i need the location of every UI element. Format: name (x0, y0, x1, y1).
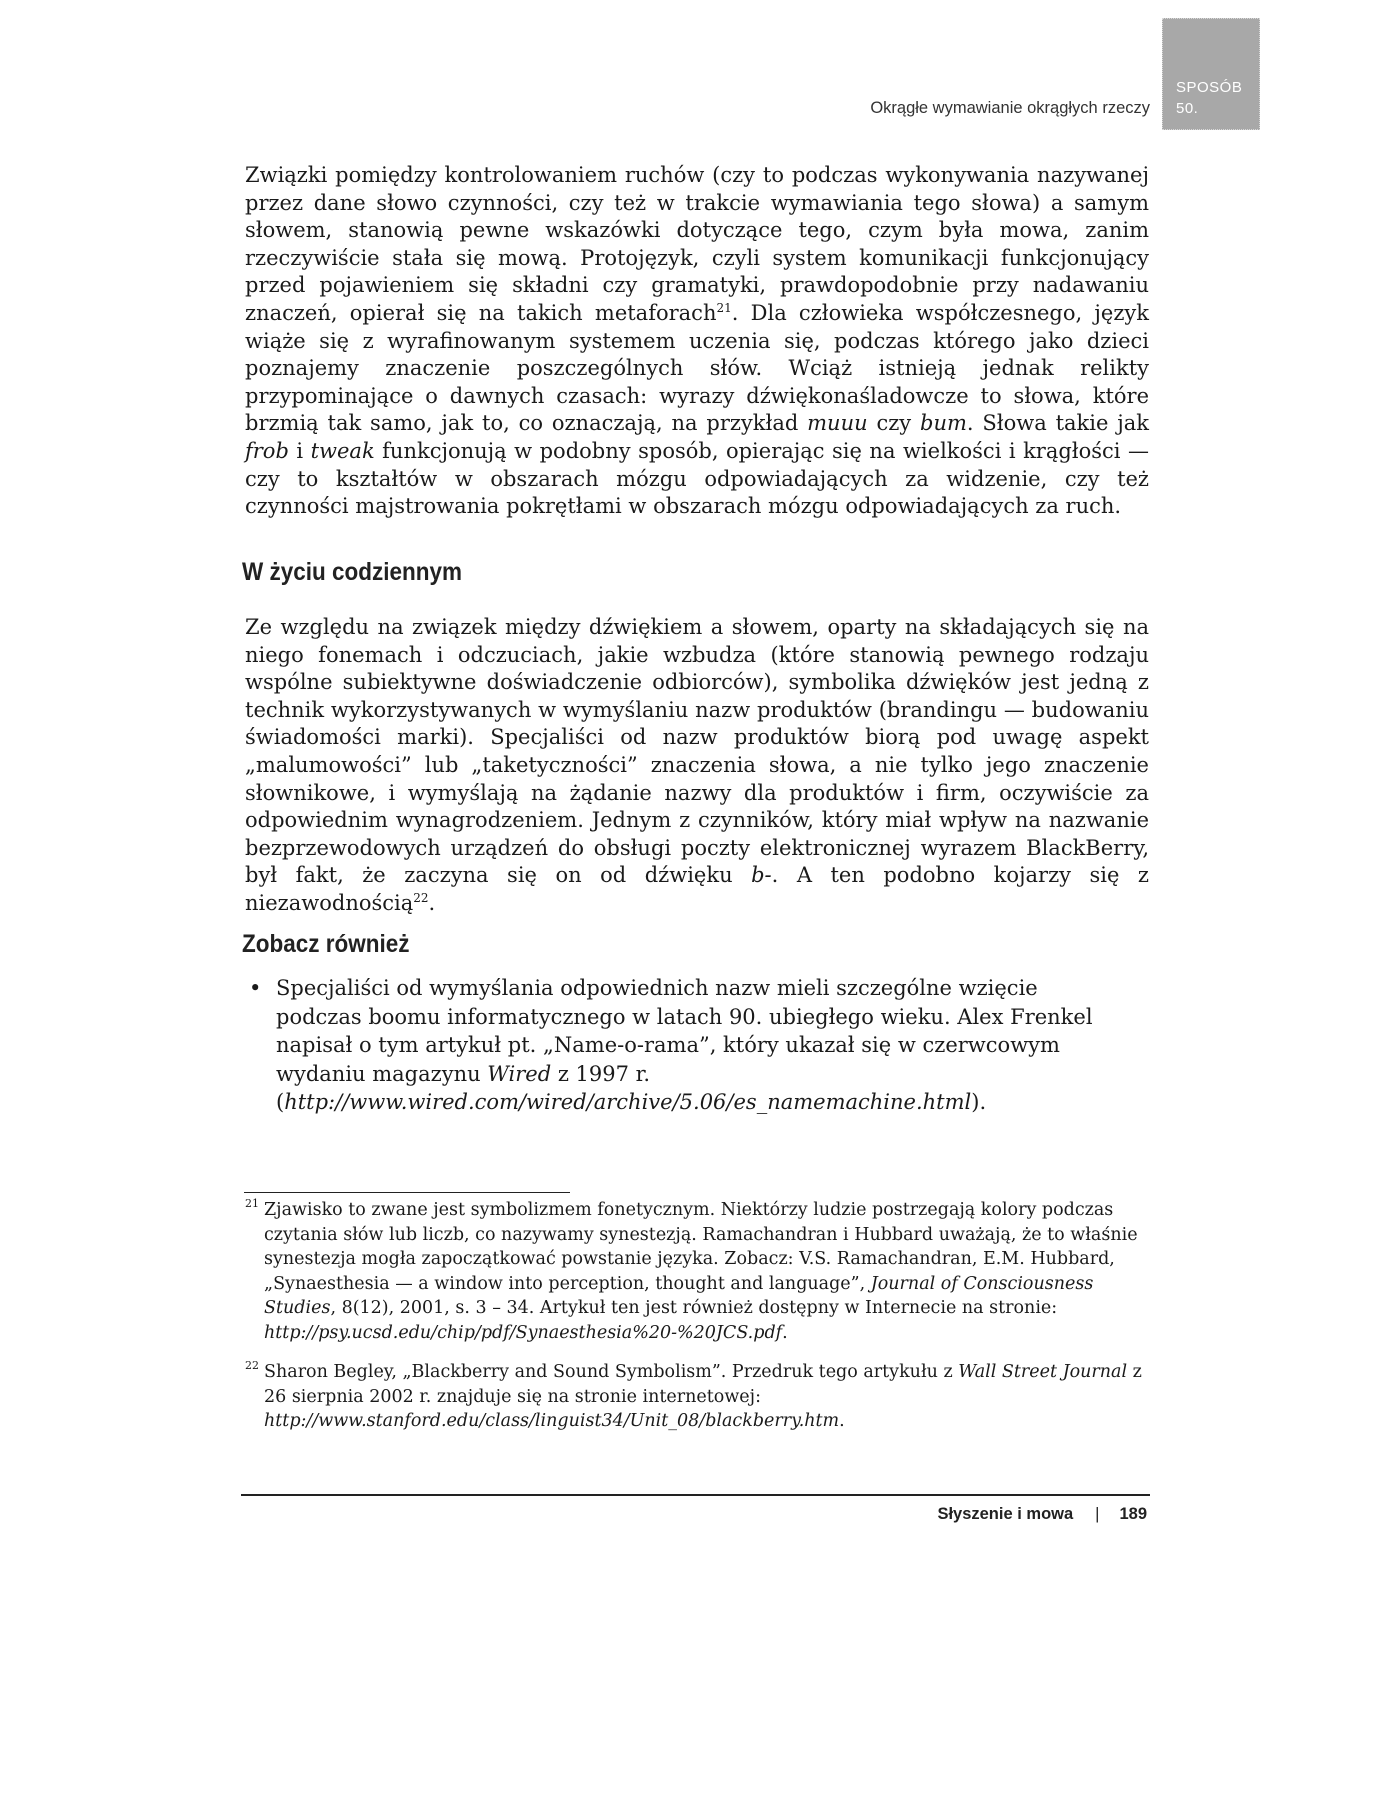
page-footer (937, 1505, 1147, 1524)
text-run: . A ten podobno kojarzy się z niezawodnością (245, 863, 1149, 915)
text-run: . (839, 1411, 845, 1431)
footer-divider (241, 1494, 1150, 1496)
footnote-divider (244, 1192, 570, 1193)
bullet-icon: • (249, 976, 262, 1000)
url-link[interactable]: http://www.wired.com/wired/archive/5.06/es_namemachine.html (284, 1090, 972, 1114)
journal-title: Wall Street Journal (958, 1362, 1128, 1382)
side-tab-number: 50. (1176, 100, 1199, 117)
section-heading-see-also: Zobacz również (242, 930, 410, 958)
page-number: 189 (1119, 1505, 1147, 1523)
url-link[interactable]: http://www.stanford.edu/class/linguist34/Unit_08/blackberry.htm (264, 1411, 840, 1431)
url-link[interactable]: http://psy.ucsd.edu/chip/pdf/Synaesthesia%20-%20JCS.pdf (264, 1322, 783, 1343)
journal-title: Journal of Consciousness Studies (264, 1273, 1094, 1318)
footnote-text (264, 1360, 1145, 1434)
italic-term: tweak (310, 438, 375, 463)
italic-term: b- (751, 863, 772, 888)
text-run: Sharon Begley, „Blackberry and Sound Symbolism”. Przedruk tego artykułu z (264, 1362, 959, 1382)
text-run: . (428, 890, 436, 915)
footnote-text (264, 1198, 1145, 1345)
side-tab-title: SPOSÓB (1176, 79, 1243, 96)
paragraph-origins-of-speech (245, 162, 1149, 521)
text-run: z 1997 r. ( (276, 1061, 651, 1114)
text-run: , 8(12), 2001, s. 3 – 34. Artykuł ten jest również dostępny w Internecie na stronie: (330, 1298, 1058, 1318)
footnote-21 (245, 1198, 1145, 1345)
running-head: Okrągłe wymawianie okrągłych rzeczy (870, 99, 1150, 117)
text-run: czy (867, 411, 920, 436)
paragraph-branding (245, 614, 1149, 918)
text-run: Specjaliści od wymyślania odpowiednich nazw mieli szczególne wzięcie podczas boomu informatycznego w latach 90. ubiegłego wieku. Alex Frenkel napisał o tym artykuł pt. „Name-o-rama”, który ukazał się w czerwcowym wydaniu magazynu (276, 976, 1093, 1086)
italic-term: muuu (807, 411, 868, 436)
italic-term: frob (245, 438, 289, 463)
text-run: . Słowa takie jak (966, 411, 1149, 436)
footnote-22 (245, 1360, 1145, 1434)
footnote-ref-21: 21 (716, 300, 732, 315)
footnote-ref-22: 22 (413, 890, 429, 905)
footnote-number: 22 (245, 1359, 259, 1372)
section-heading-everyday-life: W życiu codziennym (242, 558, 463, 586)
italic-term: bum (920, 411, 967, 436)
text-run: Związki pomiędzy kontrolowaniem ruchów (czy to podczas wykonywania nazywanej przez dane słowo czynności, czy też w trakcie wymawiania tego słowa) a samym słowem, stanowią pewne wskazówki dotyczące tego, czym była mowa, zanim rzeczywiście stała się mową. Protojęzyk, czyli system komunikacji funkcjonujący przed pojawieniem się składni czy gramatyki, prawdopodobnie przy nadawaniu znaczeń, opierał się na takich metaforach (245, 163, 1149, 325)
text-run: funkcjonują w podobny sposób, opierając się na wielkości i krągłości — czy to kształtów w obszarach mózgu odpowiadających za widzenie, czy też czynności majstrowania pokrętłami w obszarach mózgu odpowiadających za ruch. (245, 438, 1149, 519)
text-run: ). (971, 1090, 987, 1114)
text-run: z 26 sierpnia 2002 r. znajduje się na stronie internetowej: (264, 1362, 1142, 1407)
chapter-side-tab (1162, 18, 1260, 130)
magazine-title: Wired (487, 1061, 552, 1086)
footer-section-title: Słyszenie i mowa (937, 1505, 1074, 1523)
text-run: i (288, 438, 311, 463)
text-run: . (782, 1322, 788, 1343)
text-run: . Dla człowieka współczesnego, język wiąże się z wyrafinowanym systemem uczenia się, podczas którego jako dzieci poznajemy znaczenie poszczególnych słów. Wciąż istnieją jednak relikty przypominające o dawnych czasach: wyrazy dźwiękonaśladowcze to słowa, które brzmią tak samo, jak to, co oznaczają, na przykład (245, 300, 1149, 436)
text-run: Zjawisko to zwane jest symbolizmem fonetycznym. Niektórzy ludzie postrzegają kolory podczas czytania słów lub liczb, co nazywamy synestezją. Ramachandran i Hubbard uważają, że to właśnie synestezja mogła zapoczątkować powstanie języka. Zobacz: V.S. Ramachandran, E.M. Hubbard, „Synaesthesia — a window into perception, thought and language”, (264, 1200, 1138, 1294)
footer-separator: | (1095, 1505, 1100, 1523)
text-run: Ze względu na związek między dźwiękiem a słowem, oparty na składających się na niego fonemach i odczuciach, jakie wzbudza (które stanowią pewnego rodzaju wspólne subiektywne doświadczenie odbiorców), symbolika dźwięków jest jedną z technik wykorzystywanych w wymyślaniu nazw produktów (brandingu — budowaniu świadomości marki). Specjaliści od nazw produktów biorą pod uwagę aspekt „malumowości” lub „taketyczności” znaczenia słowa, a nie tylko jego znaczenie słownikowe, i wymyślają na żądanie nazwy dla produktów i firm, oczywiście za odpowiednim wynagrodzeniem. Jednym z czynników, który miał wpływ na nazwanie bezprzewodowych urządzeń do obsługi poczty elektronicznej wyrazem BlackBerry, był fakt, że zaczyna się on od dźwięku (245, 615, 1149, 888)
footnote-number: 21 (245, 1197, 259, 1210)
side-tab-label (1176, 77, 1242, 119)
see-also-list (245, 974, 1125, 1117)
list-item (245, 974, 1125, 1117)
